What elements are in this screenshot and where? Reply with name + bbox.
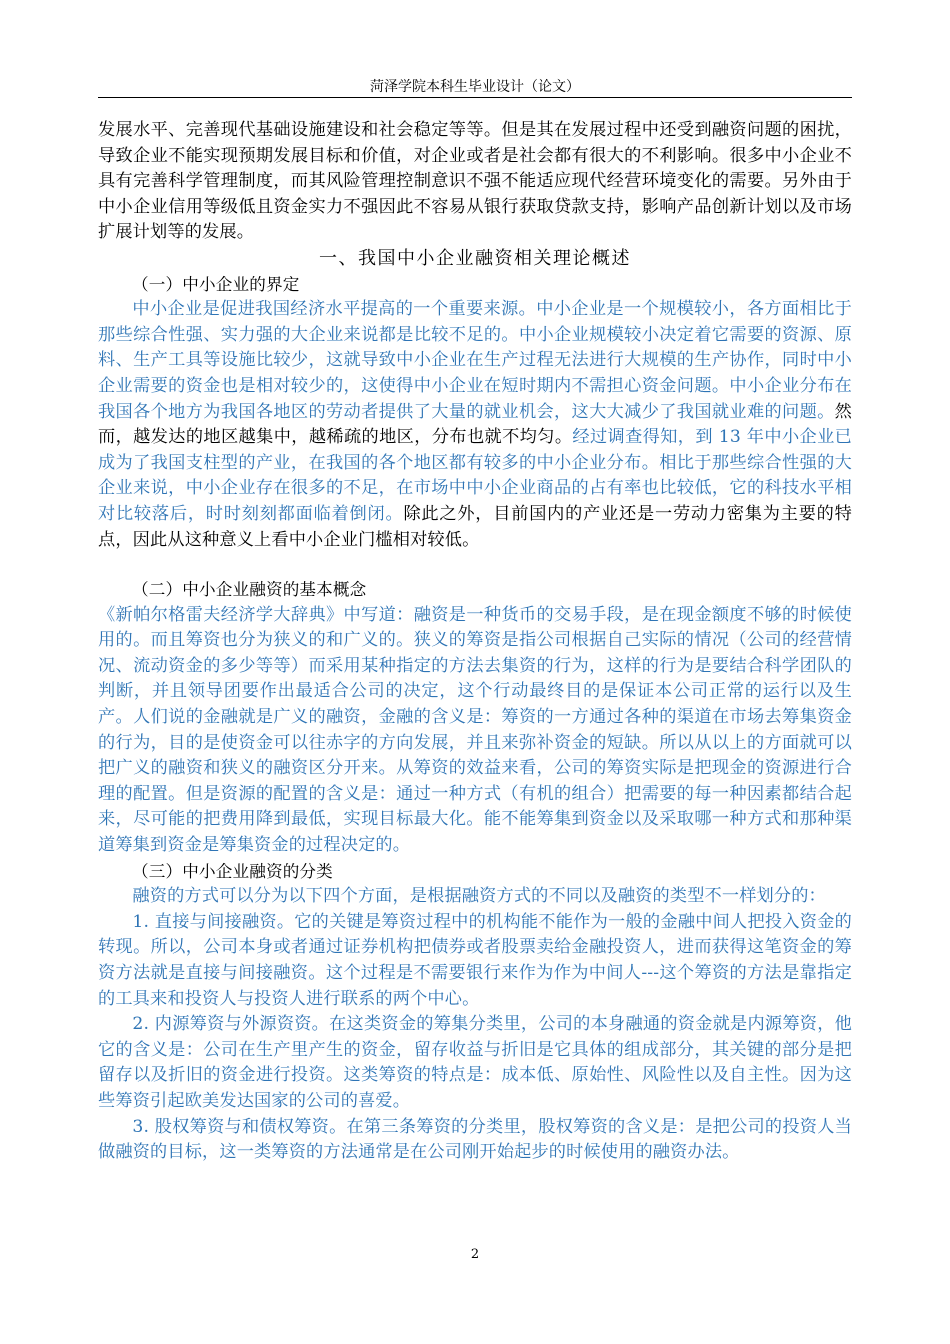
list-item: 1. 直接与间接融资。它的关键是筹资过程中的机构能不能作为一般的金融中间人把投入资金的转现。所以，公司本身或者通过证券机构把债券或者股票卖给金融投资人，进而获得这笔资金的筹资方法就是直接与间接融资。这个过程是不需要银行来作为作为中间人---这个筹资的方法是靠指定的工具来和投资人与投资人进行联系的两个中心。: [98, 911, 852, 1009]
subsection-1-black-sentence: 然而，越发达的地区越集中，越稀疏的地区，分布也就不均匀。: [98, 401, 852, 448]
subsection-2-paragraph: 《新帕尔格雷夫经济学大辞典》中写道：融资是一种货币的交易手段，是在现金额度不够的时候使用的。而且筹资也分为狭义的和广义的。狭义的筹资是指公司根据自己实际的情况（公司的经营情况、流动资金的多少等等）而采用某种指定的方法去集资的行为，这样的行为是要结合科学团队的判断，并且领导团要作出最适合公司的决定，这个行动最终目的是保证本公司正常的运行以及生产。人们说的金融就是广义的融资，金融的含义是：筹资的一方通过各种的渠道在市场去筹集资金的行为，目的是使资金可以往赤字的方向发展，并且来弥补资金的短缺。所以从以上的方面就可以把广义的融资和狭义的融资区分开来。从筹资的效益来看，公司的筹资实际是把现金的资源进行合理的配置。但是资源的配置的含义是：通过一种方式（有机的组合）把需要的每一种因素都结合起来，尽可能的把费用降到最低，实现目标最大化。能不能筹集到资金以及采取哪一种方式和那种渠道筹集到资金是筹集资金的过程决定的。: [98, 604, 852, 856]
subsection-1-blue-text-2: 经过调查得知，到 13 年中小企业已成为了我国支柱型的产业，在我国的各个地区都有较多的中小企业分布。相比于那些综合性强的大企业来说，中小企业存在很多的不足，在市场中中小企业商品的占有率也比较低，它的科技水平相对比较落后，时时刻刻都面临着倒闭。: [98, 427, 852, 524]
subsection-3-title: （三）中小企业融资的分类: [132, 861, 333, 881]
list-item: 2. 内源筹资与外源资资。在这类资金的筹集分类里，公司的本身融通的资金就是内源筹资，他它的含义是：公司在生产里产生的资金，留存收益与折旧是它具体的组成部分，其关键的部分是把留存以及折旧的资金进行投资。这类筹资的特点是：成本低、原始性、风险性以及自主性。因为这些筹资引起欧美发达国家的公司的喜爱。: [98, 1014, 852, 1111]
subsection-1-paragraph: [98, 297, 852, 553]
intro-paragraph: 发展水平、完善现代基础设施建设和社会稳定等等。但是其在发展过程中还受到融资问题的困扰，导致企业不能实现预期发展目标和价值，对企业或者是社会都有很大的不利影响。很多中小企业不具有完善科学管理制度，而其风险管理控制意识不强不能适应现代经营环境变化的需要。另外由于中小企业信用等级低且资金实力不强因此不容易从银行获取贷款支持，影响产品创新计划以及市场扩展计划等的发展。: [98, 120, 852, 243]
spacer: [98, 553, 852, 577]
header-rule: [98, 97, 852, 98]
section-title: 一、我国中小企业融资相关理论概述: [319, 247, 631, 269]
subsection-1-black-text-2: 除此之外，目前国内的产业还是一劳动力密集为主要的特点，因此从这种意义上看中小企业门槛相对较低。: [98, 503, 852, 550]
subsection-1-title: （一）中小企业的界定: [132, 274, 300, 294]
list-item: 3. 股权筹资与和债权筹资。在第三条筹资的分类里，股权筹资的含义是：是把公司的投资人当做融资的目标，这一类筹资的方法通常是在公司刚开始起步的时候使用的融资办法。: [98, 1116, 852, 1163]
page-content: [98, 118, 852, 1166]
subsection-3-intro: 融资的方式可以分为以下四个方面，是根据融资方式的不同以及融资的类型不一样划分的：: [132, 886, 826, 907]
page-number: 2: [470, 1247, 480, 1262]
subsection-2-title: （二）中小企业融资的基本概念: [132, 580, 367, 600]
subsection-1-blue-text: 中小企业是促进我国经济水平提高的一个重要来源。中小企业是一个规模较小，各方面相比于那些综合性强、实力强的大企业来说都是比较不足的。中小企业规模较小决定着它需要的资源、原料、生产工具等设施比较少，这就导致中小企业在生产过程无法进行大规模的生产协作，同时中小企业需要的资金也是相对较少的，这使得中小企业在短时期内不需担心资金问题。中小企业分布在我国各个地方为我国各地区的劳动者提供了大量的就业机会，这大大减少了我国就业难的问题。: [98, 299, 852, 422]
page-header: 菏泽学院本科生毕业设计（论文）: [370, 79, 580, 95]
